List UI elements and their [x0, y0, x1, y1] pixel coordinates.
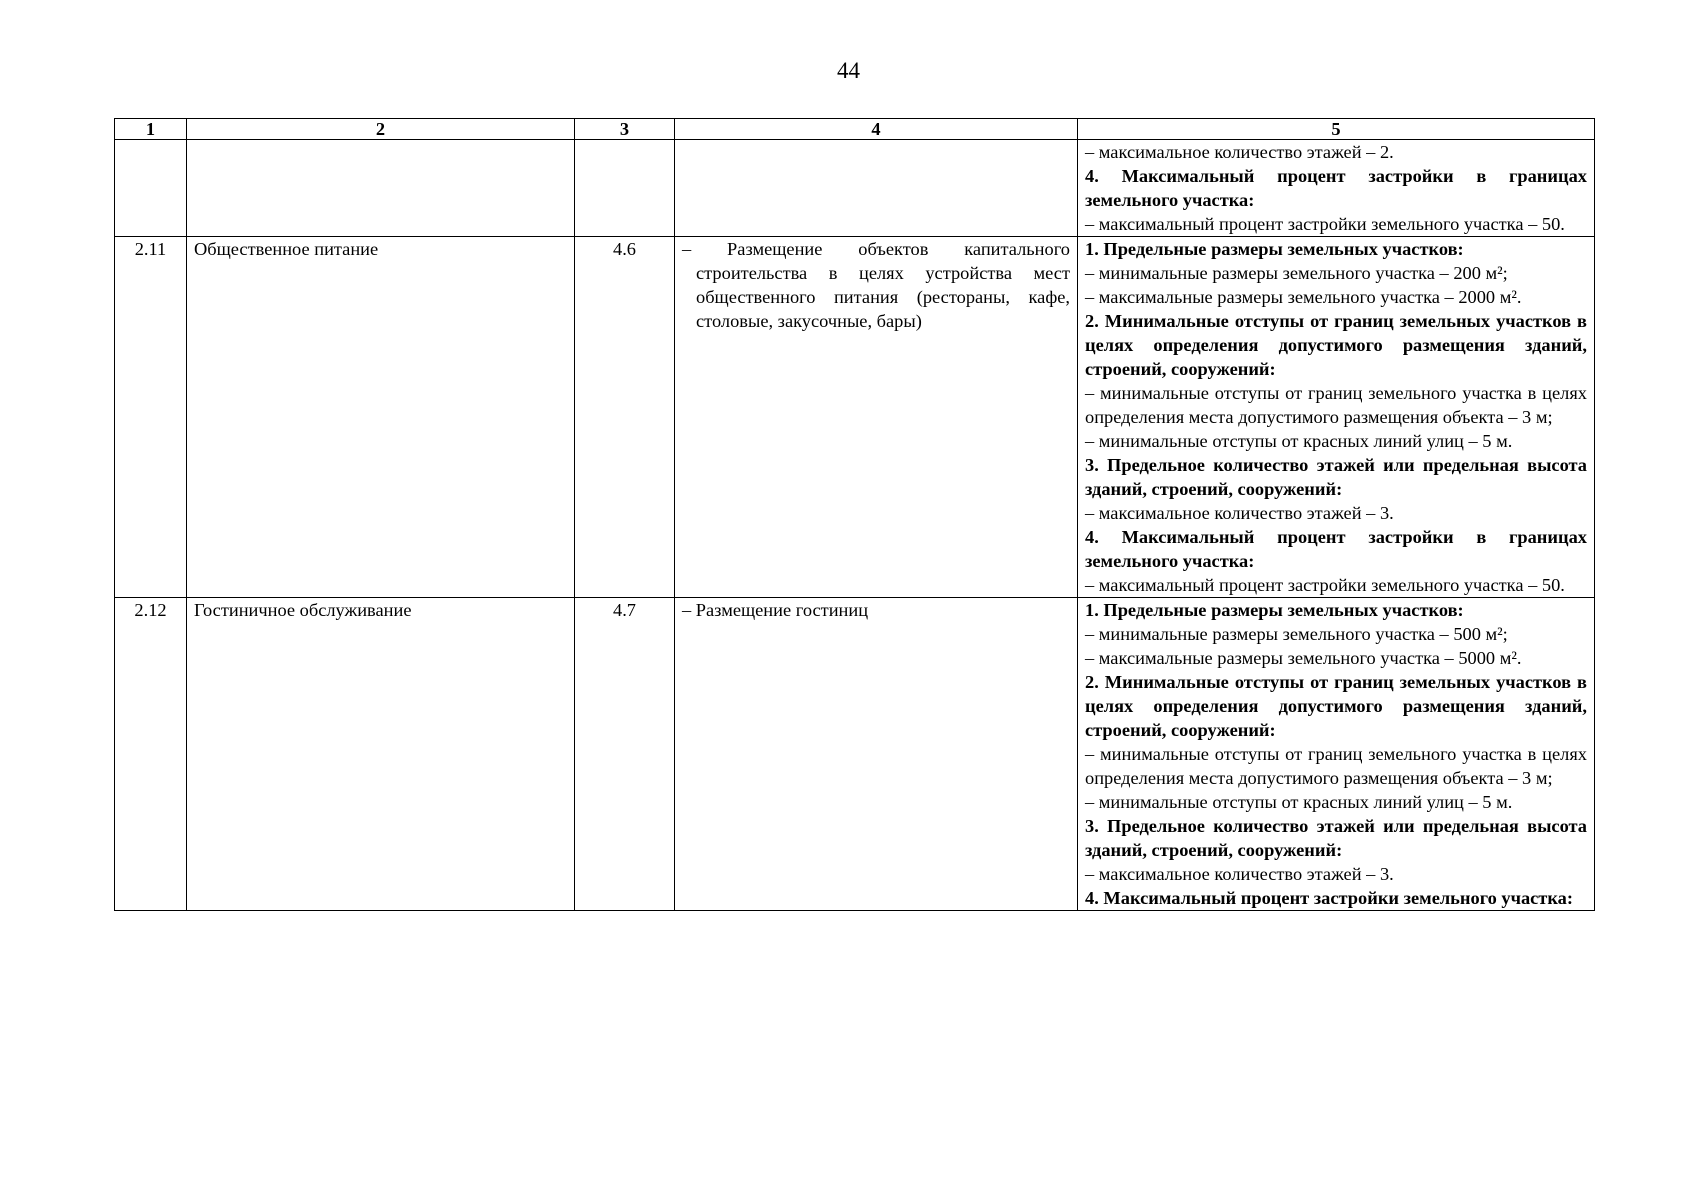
description-text: – Размещение объектов капитального строительства в целях устройства мест общественного питания (рестораны, кафе, столовые, закусочные, бары) [682, 239, 1070, 331]
row-code [575, 140, 675, 237]
table-row-2-11 [115, 237, 1595, 598]
param-heading: 1. Предельные размеры земельных участков: [1085, 600, 1464, 620]
param-heading: 3. Предельное количество этажей или предельная высота зданий, строений, сооружений: [1085, 816, 1587, 860]
col-header-5: 5 [1078, 119, 1595, 140]
col-header-4: 4 [675, 119, 1078, 140]
col-header-2: 2 [187, 119, 575, 140]
page-number: 44 [837, 58, 860, 83]
param-heading: 2. Минимальные отступы от границ земельных участков в целях определения допустимого размещения зданий, строений, сооружений: [1085, 311, 1587, 379]
param-heading: 4. Максимальный процент застройки в границах земельного участка: [1085, 527, 1587, 571]
row-name [187, 140, 575, 237]
param-heading: 4. Максимальный процент застройки в границах земельного участка: [1085, 166, 1587, 210]
param-heading: 4. Максимальный процент застройки земельного участка: [1085, 888, 1573, 908]
row-code: 4.6 [575, 237, 675, 598]
row-description [675, 237, 1078, 598]
row-description [675, 598, 1078, 911]
param-line: – максимальные размеры земельного участка – 2000 м². [1085, 287, 1522, 307]
row-params [1078, 140, 1595, 237]
param-line: – минимальные размеры земельного участка – 500 м²; [1085, 624, 1508, 644]
param-line: – максимальное количество этажей – 3. [1085, 864, 1394, 884]
param-line: – максимальные размеры земельного участка – 5000 м². [1085, 648, 1522, 668]
row-description [675, 140, 1078, 237]
param-heading: 3. Предельное количество этажей или предельная высота зданий, строений, сооружений: [1085, 455, 1587, 499]
param-line: – минимальные отступы от красных линий улиц – 5 м. [1085, 792, 1513, 812]
param-line: – минимальные отступы от границ земельного участка в целях определения места допустимого размещения объекта – 3 м; [1085, 383, 1587, 427]
param-line: – минимальные размеры земельного участка – 200 м²; [1085, 263, 1508, 283]
row-name: Общественное питание [187, 237, 575, 598]
row-number [115, 140, 187, 237]
param-line: – максимальный процент застройки земельного участка – 50. [1085, 214, 1565, 234]
row-number: 2.12 [115, 598, 187, 911]
col-header-1: 1 [115, 119, 187, 140]
row-number: 2.11 [115, 237, 187, 598]
param-line: – минимальные отступы от красных линий улиц – 5 м. [1085, 431, 1513, 451]
param-heading: 2. Минимальные отступы от границ земельных участков в целях определения допустимого размещения зданий, строений, сооружений: [1085, 672, 1587, 740]
param-line: – минимальные отступы от границ земельного участка в целях определения места допустимого размещения объекта – 3 м; [1085, 744, 1587, 788]
param-heading: 1. Предельные размеры земельных участков: [1085, 239, 1464, 259]
row-name: Гостиничное обслуживание [187, 598, 575, 911]
table-row-continuation [115, 140, 1595, 237]
table-row-2-12 [115, 598, 1595, 911]
row-params [1078, 598, 1595, 911]
row-params [1078, 237, 1595, 598]
col-header-3: 3 [575, 119, 675, 140]
param-line: – максимальное количество этажей – 2. [1085, 142, 1394, 162]
description-text: – Размещение гостиниц [682, 600, 869, 620]
table-header-row [115, 119, 1595, 140]
row-code: 4.7 [575, 598, 675, 911]
param-line: – максимальное количество этажей – 3. [1085, 503, 1394, 523]
regulations-table [114, 118, 1595, 911]
param-line: – максимальный процент застройки земельного участка – 50. [1085, 575, 1565, 595]
